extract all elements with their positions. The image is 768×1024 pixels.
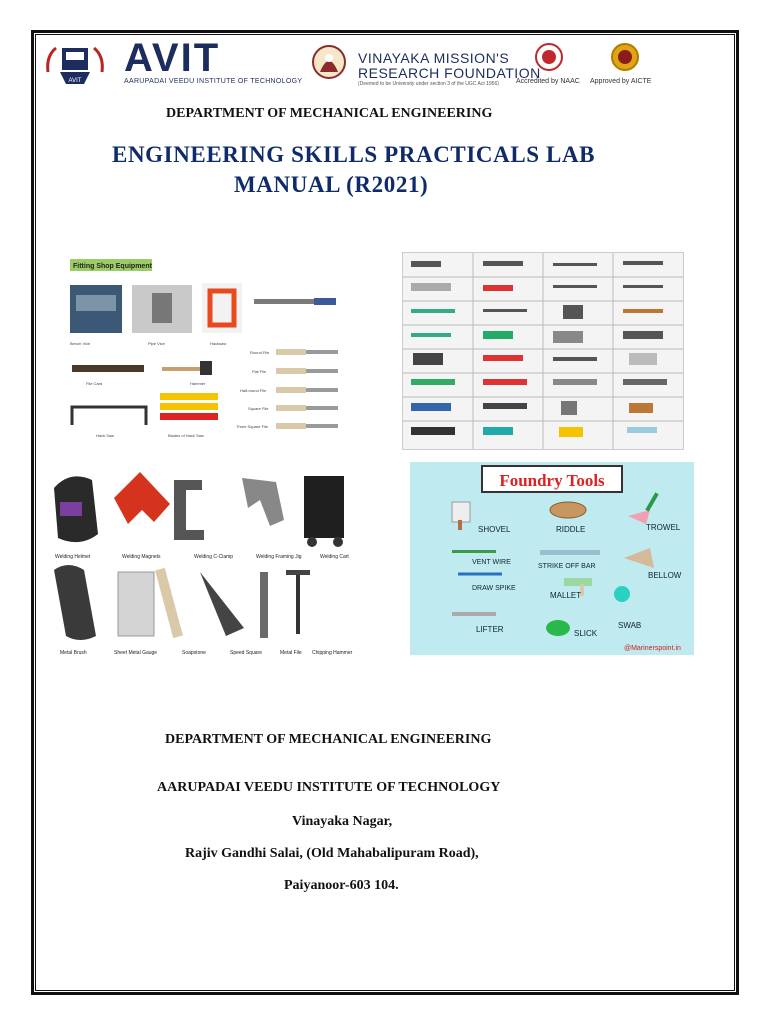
fitting-shop-illustration [62, 255, 344, 445]
label-speed-square: Speed Square [230, 650, 262, 656]
label-pipe-vice: Pipe Vice [148, 341, 165, 346]
footer-address-pin: Paiyanoor-603 104. [284, 878, 399, 893]
label-metal-brush: Metal Brush [60, 650, 87, 656]
footer-institute: AARUPADAI VEEDU INSTITUTE OF TECHNOLOGY [157, 780, 501, 795]
label-swab: SWAB [618, 621, 642, 630]
label-hammer: Hammer [190, 381, 206, 386]
label-welding-magnets: Welding Magnets [122, 554, 161, 560]
naac-seal-logo [534, 42, 564, 72]
aicte-seal-logo [610, 42, 640, 72]
label-bellow: BELLOW [648, 571, 682, 580]
title-line-1: ENGINEERING SKILLS PRACTICALS LAB [112, 142, 596, 167]
logo-bar [38, 36, 728, 90]
label-riddle: RIDDLE [556, 525, 586, 534]
label-three-square-file: Three Square File [236, 424, 269, 429]
label-welding-c-clamp: Welding C-Clamp [194, 554, 234, 560]
label-file-card: File Card [86, 381, 103, 386]
label-welding-helmet: Welding Helmet [55, 554, 91, 560]
label-square-file: Square File [248, 406, 269, 411]
label-chipping-hammer: Chipping Hammer [312, 650, 353, 656]
welding-tools-illustration [50, 468, 362, 658]
label-sheet-metal-gauge: Sheet Metal Gauge [114, 650, 158, 656]
hand-tools-grid-image [402, 252, 684, 450]
label-hack-saw: Hack Saw [96, 433, 115, 438]
label-welding-cart: Welding Cart [320, 554, 349, 560]
footer-address-nagar: Vinayaka Nagar, [292, 814, 393, 829]
label-bench-vice: Bench Vice [70, 341, 91, 346]
label-hacksaw: Hacksaw [210, 341, 227, 346]
aicte-caption: Approved by AICTE [590, 78, 652, 85]
vmrf-emblem-logo [310, 42, 348, 86]
vmrf-subtitle: (Deemed to be University under section 3 of the UGC Act 1956) [358, 81, 499, 87]
footer-department: DEPARTMENT OF MECHANICAL ENGINEERING [165, 732, 492, 747]
footer-address-salai: Rajiv Gandhi Salai, (Old Mahabalipuram Road), [185, 846, 479, 861]
label-vent-wire: VENT WIRE [472, 559, 511, 566]
foundry-tools-illustration [410, 462, 694, 655]
label-strike-off-bar: STRIKE OFF BAR [538, 563, 596, 570]
label-welding-framing-jig: Welding Framing Jig [256, 554, 302, 560]
label-metal-file: Metal File [280, 650, 302, 656]
vmrf-name-line2: RESEARCH FOUNDATION [358, 65, 541, 81]
label-trowel: TROWEL [646, 523, 681, 532]
label-shovel: SHOVEL [478, 525, 511, 534]
avit-subtitle: AARUPADAI VEEDU INSTITUTE OF TECHNOLOGY [124, 78, 303, 85]
hand-tools-grid-illustration [403, 253, 683, 449]
foundry-heading: Foundry Tools [499, 471, 605, 490]
foundry-tools-image [410, 462, 694, 655]
label-half-round-file: Half-round File [240, 388, 267, 393]
label-blades: Blades of Hack Saw [168, 433, 204, 438]
fitting-shop-image [62, 255, 344, 445]
department-heading: DEPARTMENT OF MECHANICAL ENGINEERING [166, 106, 493, 121]
welding-tools-image [50, 468, 362, 658]
avit-emblem-logo [44, 42, 106, 88]
title-line-2: MANUAL (R2021) [234, 172, 429, 197]
vmrf-name-line1: VINAYAKA MISSION'S [358, 50, 510, 66]
foundry-credit: @Marinerspoint.in [624, 645, 681, 652]
label-round-file: Round File [250, 350, 270, 355]
label-mallet: MALLET [550, 591, 582, 600]
page-title [112, 140, 672, 200]
label-slick: SLICK [574, 629, 598, 638]
label-draw-spike: DRAW SPIKE [472, 585, 516, 592]
svg-text:AVIT: AVIT [68, 78, 82, 84]
naac-caption: Accredited by NAAC [516, 78, 580, 85]
fitting-heading: Fitting Shop Equipment [73, 263, 152, 270]
avit-wordmark: AVIT [124, 36, 221, 80]
label-lifter: LIFTER [476, 625, 504, 634]
label-soapstone: Soapstone [182, 650, 206, 656]
label-flat-file: Flat File [252, 369, 267, 374]
